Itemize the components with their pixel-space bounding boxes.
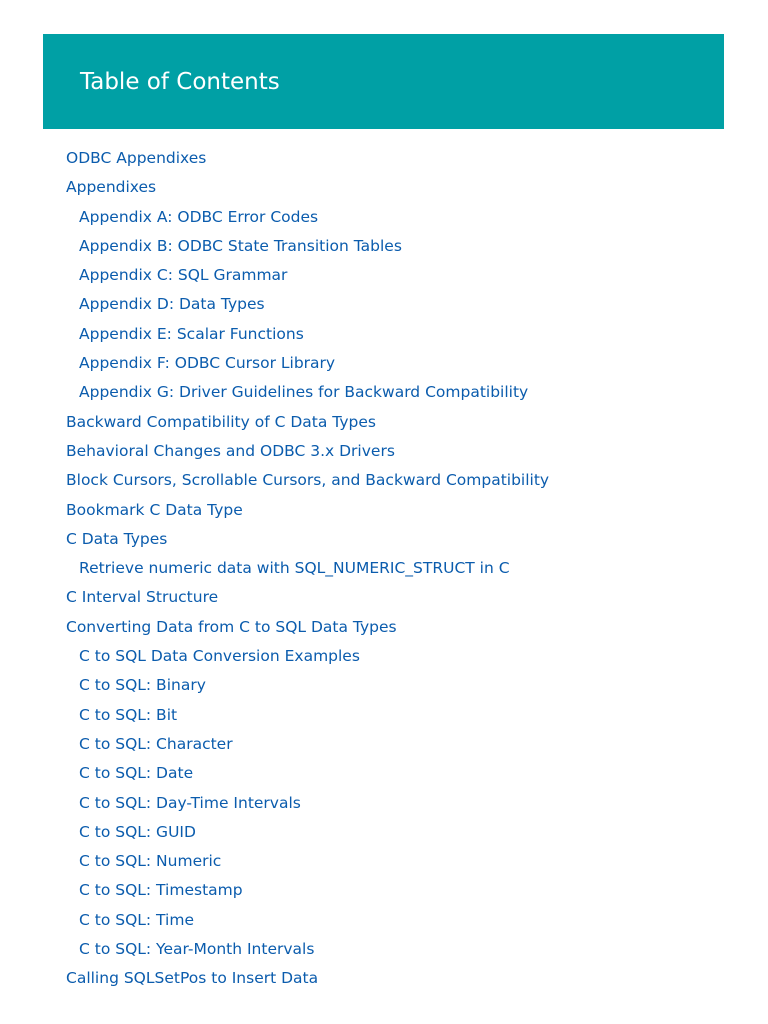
- toc-item: [66, 934, 726, 963]
- toc-item: [66, 407, 726, 436]
- toc-item: [66, 436, 726, 465]
- toc-link[interactable]: Block Cursors, Scrollable Cursors, and Backward Compatibility: [66, 471, 550, 490]
- toc-link[interactable]: C to SQL: Character: [79, 734, 233, 753]
- toc-link[interactable]: Converting Data from C to SQL Data Types: [66, 617, 397, 636]
- page-title: Table of Contents: [80, 69, 280, 95]
- toc-item: [66, 582, 726, 611]
- toc-link[interactable]: C to SQL: GUID: [79, 822, 196, 841]
- toc-link[interactable]: Backward Compatibility of C Data Types: [66, 412, 376, 431]
- toc-item: [66, 495, 726, 524]
- toc-item: [66, 231, 726, 260]
- toc-link[interactable]: ODBC Appendixes: [66, 149, 207, 167]
- toc-link[interactable]: C Interval Structure: [66, 588, 219, 607]
- toc-list: [66, 143, 726, 993]
- toc-header-banner: [43, 34, 724, 129]
- toc-item: [66, 377, 726, 406]
- toc-item: [66, 817, 726, 846]
- toc-item: [66, 553, 726, 582]
- toc-item: [66, 172, 726, 201]
- toc-item: [66, 758, 726, 787]
- toc-item: [66, 846, 726, 875]
- toc-item: [66, 875, 726, 904]
- toc-link[interactable]: Appendix B: ODBC State Transition Tables: [79, 236, 402, 255]
- toc-link[interactable]: C to SQL: Date: [79, 764, 194, 783]
- toc-item: [66, 319, 726, 348]
- toc-link[interactable]: Appendix D: Data Types: [79, 295, 265, 314]
- toc-item: [66, 729, 726, 758]
- toc-link[interactable]: C to SQL: Day-Time Intervals: [79, 793, 301, 812]
- toc-item: [66, 905, 726, 934]
- toc-link[interactable]: C to SQL: Time: [79, 910, 194, 929]
- toc-link[interactable]: C to SQL: Binary: [79, 676, 206, 695]
- toc-link[interactable]: Appendix F: ODBC Cursor Library: [79, 354, 336, 373]
- toc-link[interactable]: Appendix E: Scalar Functions: [79, 324, 304, 343]
- toc-link[interactable]: Appendix G: Driver Guidelines for Backward Compatibility: [79, 383, 529, 402]
- toc-item: [66, 348, 726, 377]
- toc-link[interactable]: C to SQL: Year-Month Intervals: [79, 940, 315, 959]
- toc-item: [66, 963, 726, 992]
- toc-item: [66, 788, 726, 817]
- toc-item: [66, 143, 726, 172]
- toc-item: [66, 700, 726, 729]
- toc-link[interactable]: Appendixes: [66, 178, 157, 197]
- toc-item: [66, 202, 726, 231]
- toc-link[interactable]: C to SQL Data Conversion Examples: [79, 647, 360, 666]
- toc-link[interactable]: Bookmark C Data Type: [66, 500, 243, 519]
- toc-link[interactable]: C to SQL: Timestamp: [79, 881, 243, 900]
- toc-link[interactable]: C to SQL: Bit: [79, 705, 178, 724]
- toc-link[interactable]: C to SQL: Numeric: [79, 852, 222, 871]
- toc-link[interactable]: C Data Types: [66, 529, 168, 548]
- toc-item: [66, 289, 726, 318]
- toc-link[interactable]: Appendix C: SQL Grammar: [79, 266, 288, 285]
- toc-item: [66, 612, 726, 641]
- toc-item: [66, 524, 726, 553]
- toc-item: [66, 260, 726, 289]
- toc-link[interactable]: Behavioral Changes and ODBC 3.x Drivers: [66, 441, 395, 460]
- toc-item: [66, 641, 726, 670]
- toc-link[interactable]: Retrieve numeric data with SQL_NUMERIC_STRUCT in C: [79, 559, 510, 578]
- toc-item: [66, 465, 726, 494]
- toc-item: [66, 670, 726, 699]
- toc-link[interactable]: Appendix A: ODBC Error Codes: [79, 207, 319, 226]
- toc-link[interactable]: Calling SQLSetPos to Insert Data: [66, 969, 319, 988]
